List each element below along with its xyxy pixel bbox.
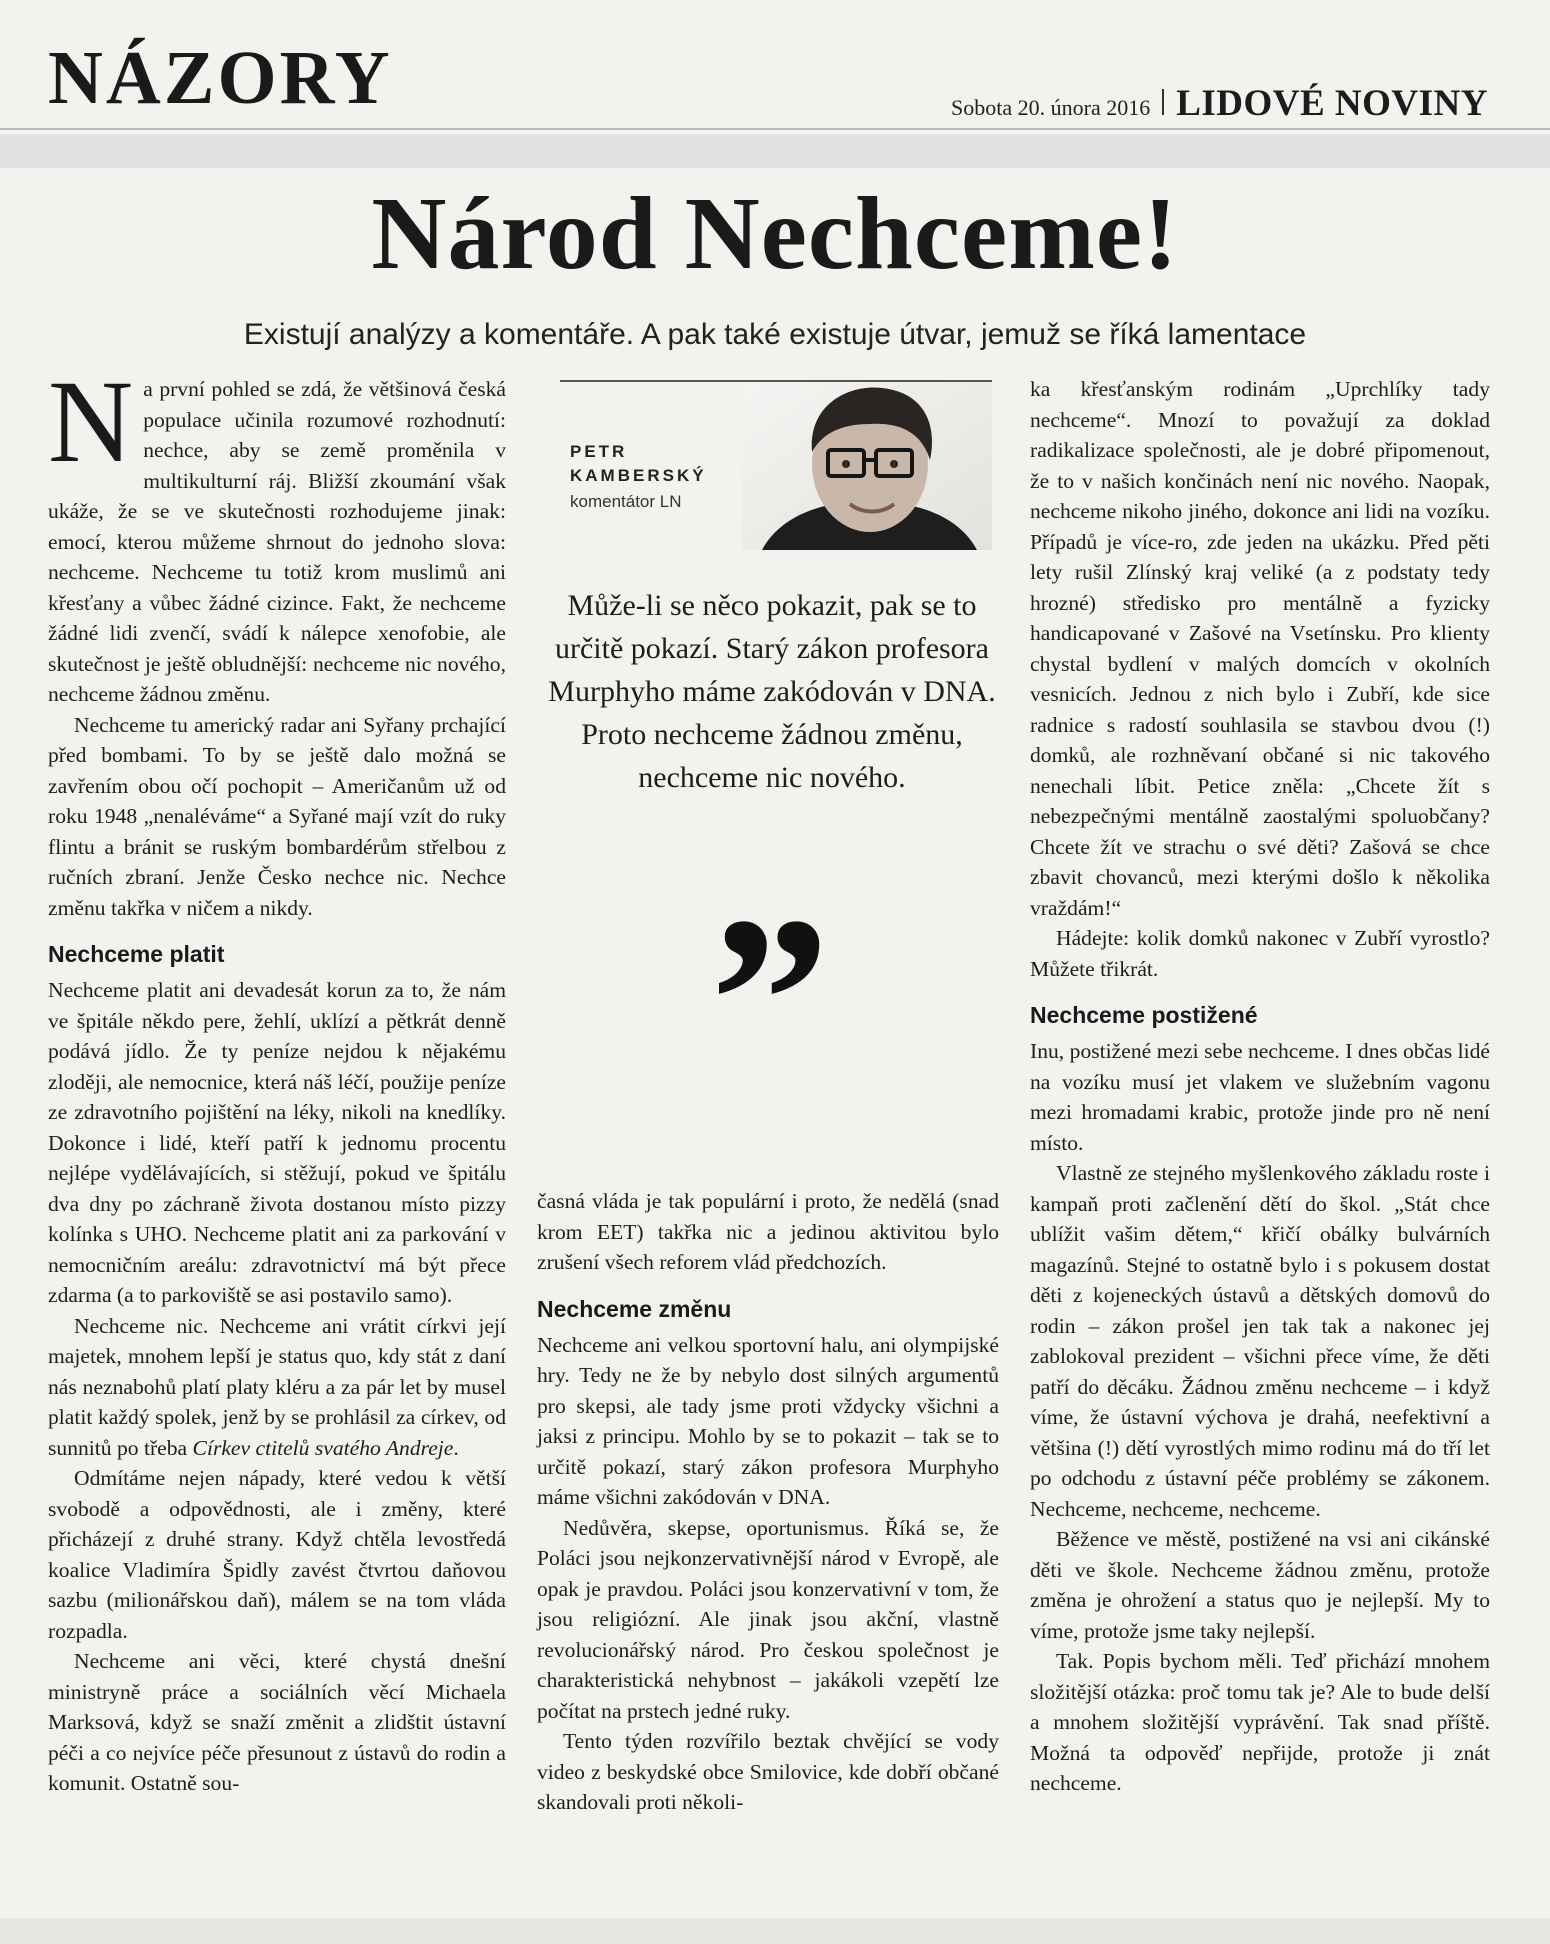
scan-edge xyxy=(0,1918,1550,1944)
paragraph: ka křesťanským rodinám „Uprchlíky tady nechceme“. Mnozí to považují za doklad radikalizace společnosti, ale je dobré připomenout, že to v našich končinách není nic nového. Naopak, nechceme nikoho jiného, dokonce ani lidi na vozíku. Případů je více-ro, zde jeden na ukázku. Před pěti lety rušil Zlínský kraj veliké (a z podstaty tedy hrozné) středisko pro mentálně a fyzicky handicapované v Zašové na Vsetínsku. Pro klienty chystal bydlení v malých domcích v okolních vesnicích. Jednou z nich bylo i Zubří, kde sice radnice s radostí souhlasila se stavbou dvou (!) domků, ale rozhněvaní občané si nic takového nenechali líbit. Petice zněla: „Chcete žít s nebezpečnými mentálně zaostalými spoluobčany? Chcete žít ve strachu o své děti? Zašová se chce zbavit chovanců, mezi kterými došlo k několika vraždám!“ xyxy=(1030,377,1490,920)
paragraph: Nechceme ani věci, které chystá dnešní ministryně práce a sociálních věcí Michaela Marksová, když se snaží změnit a zlidštit ústavní péči a co nejvíce péče přesunout z ústavů do rodin a komunit. Ostatně sou- xyxy=(48,1649,506,1795)
subheadline: Existují analýzy a komentáře. A pak také existuje útvar, jemuž se říká lamentace xyxy=(243,318,1307,351)
paragraph: Inu, postižené mezi sebe nechceme. I dnes občas lidé na vozíku musí jet vlakem ve služebním vagonu mezi hromadami krabic, protože jinde pro ně není místo. xyxy=(1030,1039,1490,1155)
paper-name: LIDOVÉ NOVINY xyxy=(1176,83,1488,124)
author-role: komentátor LN xyxy=(570,492,682,511)
subheading-nechceme-zmenu: Nechceme změnu xyxy=(537,1295,732,1322)
masthead-separator xyxy=(1162,89,1164,115)
author-first-name: PETR xyxy=(570,442,628,461)
paragraph: Nedůvěra, skepse, oportunismus. Říká se, že Poláci jsou nejkonzervativnější národ v Evropě, ale opak je pravdou. Poláci jsou konzervativní v tom, že jsou religiózní. Ale jinak jsou akční, vlastně revolucionářský národ. Pro českou společnost je charakteristická nehybnost – jakákoli vzepětí lze počítat na prstech jedné ruky. xyxy=(537,1515,999,1723)
bleed-through-band xyxy=(0,134,1550,168)
paragraph: Tento týden rozvířilo beztak chvějící se vody video z beskydské obce Smilovice, kde dobří občané skandovali proti několi- xyxy=(537,1729,999,1814)
paragraph xyxy=(48,1311,506,1464)
paragraph: Nechceme tu americký radar ani Syřany prchající před bombami. To by se ještě dalo možná se zavřením obou očí pochopit – Američanům už od roku 1948 „nenaléváme“ a Syřané mají vzít do ruky flintu a bránit se ruským bombardérům střelbou z ručních zbraní. Jenže Česko nechce nic. Nechce změnu takřka v ničem a nikdy. xyxy=(48,712,506,920)
lead-paragraph xyxy=(48,356,506,710)
header-rule xyxy=(0,128,1550,130)
column-2 xyxy=(537,1186,999,1818)
column-1 xyxy=(48,356,506,1799)
paragraph: Běžence ve městě, postižené na vsi ani cikánské děti ve škole. Nechceme žádnou změnu, protože změna je ohrožení a status quo je nejlepší. My to víme, protože jsme taky nejlepší. xyxy=(1030,1527,1490,1643)
subheading-nechceme-platit: Nechceme platit xyxy=(48,941,225,967)
paragraph: Hádejte: kolik domků nakonec v Zubří vyrostlo? Můžete třikrát. xyxy=(1030,926,1490,981)
paragraph-text: Nechceme nic. Nechceme ani vrátit církvi její majetek, mnohem lepší je status quo, kdy stát z daní nás neznabohů platí platy kléru a za pár let by musel platit každý spolek, jenž by se prohlásil za církev, od sunnitů po třeba xyxy=(48,1313,506,1460)
paragraph: Odmítáme nejen nápady, které vedou k větší svobodě a odpovědnosti, ale i změny, které přicházejí z druhé strany. Když chtěla levostředá koalice Vladimíra Špidly zavést čtvrtou daňovou sazbu (milionářskou daň), málem se na tom vláda rozpadla. xyxy=(48,1466,506,1643)
quote-mark-icon: ” xyxy=(710,867,830,1133)
lead-text: a první pohled se zdá, že většinová česká populace učinila rozumové rozhodnutí: nechce, aby se země proměnila v multikulturní ráj. Bližší zkoumání však ukáže, že se ve skutečnosti rozhodujeme jinak: emocí, kterou můžeme shrnout do jednoho slova: nechceme. Nechceme tu totiž krom muslimů ani křesťany a vůbec žádné cizince. Fakt, že nechceme žádné lidi zvenčí, svádí k nálepce xenofobie, ale skutečnost je ještě obludnější: nechceme nic nového, nechceme žádnou změnu. xyxy=(48,377,506,706)
paragraph: časná vláda je tak populární i proto, že nedělá (snad krom EET) takřka nic a jedinou aktivitou bylo zrušení všech reforem vlád předchozích. xyxy=(537,1189,999,1274)
paragraph: Nechceme platit ani devadesát korun za to, že nám ve špitále někdo pere, žehlí, uklízí a pětkrát denně podává jídlo. Že ty peníze nejdou k nějakému zloději, ale nemocnice, která náš léčí, použije peníze ze zdravotního pojištění na léky, nikoli na knedlíky. Dokonce i lidé, kteří patří k jednomu procentu nejlépe vydělávajících, si stěžují, pokud ve špitálu dva dny po záchraně života dostanou místo pizzy kolínka s UHO. Nechceme platit ani za parkování v nemocničním areálu: zdravotnictví má být přece zdarma (a to parkoviště se asi postavilo samo). xyxy=(48,978,506,1307)
headline: Národ Nechceme! xyxy=(371,176,1179,291)
paragraph-end: . xyxy=(453,1435,459,1460)
paragraph: Tak. Popis bychom měli. Teď přichází mnohem složitější otázka: proč tomu tak je? Ale to bude delší a mnohem složitější vyprávění. Tak snad příště. Možná ta odpověď nepřijde, protože ji znát nechceme. xyxy=(1030,1649,1490,1795)
pull-quote: Může-li se něco pokazit, pak se to určitě pokazí. Starý zákon profesora Murphyho máme zakódován v DNA. Proto nechceme žádnou změnu, nechceme nic nového. xyxy=(548,589,996,794)
author-name xyxy=(570,440,707,488)
paragraph: Vlastně ze stejného myšlenkového základu roste i kampaň proti začlenění dětí do škol. „Stát chce ublížit vašim dětem,“ křičí obálky bulvárních magazínů. Stejné to ostatně bylo i s pokusem dostat děti z kojeneckých ústavů a dětských domovů do rodin – zákon prošel jen tak tak a nakonec jej zablokoval prezident – všichni přece víme, že děti patří do děcáku. Žádnou změnu nechceme – i když víme, že ústavní výchova je drahá, neefektivní a většina (!) dětí vyrostlých mimo rodinu má do tří let po odchodu z ústavní péče problémy se zákonem. Nechceme, nechceme, nechceme. xyxy=(1030,1161,1490,1521)
church-name: Církev ctitelů svatého Andreje xyxy=(192,1435,454,1460)
section-title: NÁZORY xyxy=(48,36,393,120)
masthead-right xyxy=(951,82,1488,125)
author-portrait xyxy=(742,382,992,550)
column-3 xyxy=(1030,374,1490,1799)
drop-cap: N xyxy=(48,356,134,487)
issue-date: Sobota 20. února 2016 xyxy=(951,95,1151,120)
subheading-nechceme-postizene: Nechceme postižené xyxy=(1030,1002,1258,1028)
author-last-name: KAMBERSKÝ xyxy=(570,466,707,485)
paragraph: Nechceme ani velkou sportovní halu, ani olympijské hry. Tedy ne že by nebylo dost silných argumentů pro skepsi, ale tady jsme proti vždycky všichni a jaksi z principu. Mohlo by se to pokazit – tak se to určitě pokazí, starý zákon profesora Murphyho máme všichni zakódován v DNA. xyxy=(537,1332,999,1509)
